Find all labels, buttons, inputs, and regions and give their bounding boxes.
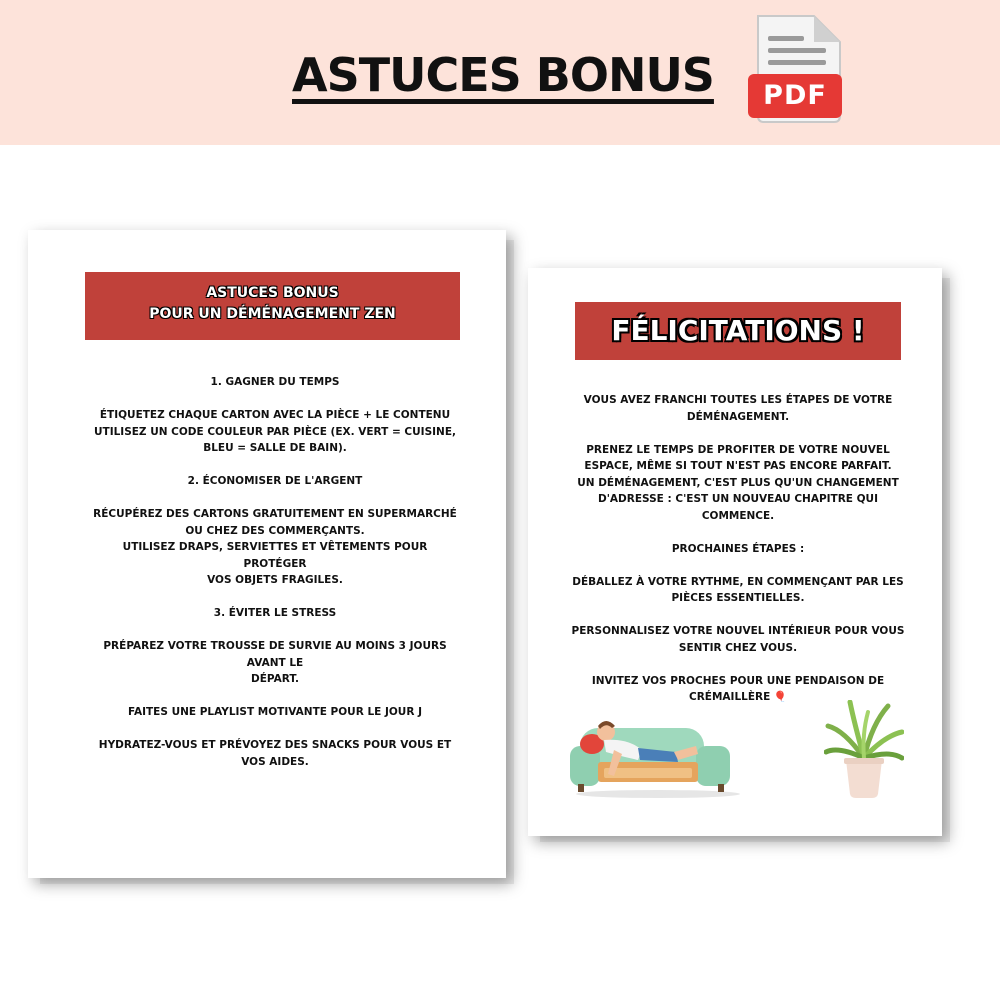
person-on-sofa-illustration xyxy=(568,698,743,798)
paragraph xyxy=(90,506,460,589)
banner-line: POUR UN DÉMÉNAGEMENT ZEN xyxy=(149,306,396,322)
section-heading xyxy=(90,473,460,490)
text-line: CRÉMAILLÈRE 🎈 xyxy=(689,691,787,703)
paragraph xyxy=(570,623,906,656)
text-line: PERSONNALISEZ VOTRE NOUVEL INTÉRIEUR POUR VOUS xyxy=(571,625,905,637)
left-page-body xyxy=(90,374,460,787)
section-heading xyxy=(570,541,906,558)
paragraph xyxy=(90,407,460,457)
banner-line: ASTUCES BONUS xyxy=(206,285,339,301)
right-page xyxy=(528,268,942,836)
text-line: DÉBALLEZ À VOTRE RYTHME, EN COMMENÇANT PAR LES xyxy=(572,575,904,588)
potted-plant-illustration xyxy=(824,700,904,800)
text-line: DÉPART. xyxy=(251,673,299,685)
paragraph xyxy=(570,574,906,607)
right-page-banner: FÉLICITATIONS ! xyxy=(575,302,901,360)
page-title: ASTUCES BONUS xyxy=(292,48,714,102)
pdf-badge-label: PDF xyxy=(763,80,827,111)
paragraph xyxy=(90,704,460,721)
text-line: OU CHEZ DES COMMERÇANTS. xyxy=(185,524,365,537)
text-line: ESPACE, MÊME SI TOUT N'EST PAS ENCORE PARFAIT. xyxy=(584,460,892,472)
section-heading xyxy=(90,374,460,391)
text-line: PIÈCES ESSENTIELLES. xyxy=(671,592,805,604)
text-line: D'ADRESSE : C'EST UN NOUVEAU CHAPITRE QUI xyxy=(598,493,878,505)
paragraph xyxy=(90,638,460,688)
text-line: COMMENCE. xyxy=(701,509,775,522)
text-line: RÉCUPÉREZ DES CARTONS GRATUITEMENT EN SUPERMARCHÉ xyxy=(93,508,457,520)
text-line: 2. ÉCONOMISER DE L'ARGENT xyxy=(187,475,363,487)
text-line: PRÉPAREZ VOTRE TROUSSE DE SURVIE AU MOINS 3 JOURS xyxy=(103,640,447,652)
text-line: DÉMÉNAGEMENT. xyxy=(686,410,790,423)
text-line: UTILISEZ DRAPS, SERVIETTES ET VÊTEMENTS POUR PROTÉGER xyxy=(122,541,428,570)
text-line: 1. GAGNER DU TEMPS xyxy=(210,376,340,388)
text-line: VOS OBJETS FRAGILES. xyxy=(207,574,343,586)
left-page-banner xyxy=(85,272,460,340)
text-line: 3. ÉVITER LE STRESS xyxy=(213,607,337,619)
section-heading xyxy=(90,605,460,622)
text-line: AVANT LE xyxy=(246,656,304,669)
paragraph xyxy=(570,392,906,425)
paragraph xyxy=(90,737,460,770)
text-line: UTILISEZ UN CODE COULEUR PAR PIÈCE (EX. VERT = CUISINE, xyxy=(94,425,456,438)
text-line: UN DÉMÉNAGEMENT, C'EST PLUS QU'UN CHANGEMENT xyxy=(577,476,899,489)
right-page-body xyxy=(570,392,906,722)
pdf-file-icon xyxy=(748,12,846,124)
text-line: FAITES UNE PLAYLIST MOTIVANTE POUR LE JOUR J xyxy=(128,706,422,718)
text-line: ÉTIQUETEZ CHAQUE CARTON AVEC LA PIÈCE + LE CONTENU xyxy=(99,409,451,421)
text-line: HYDRATEZ-VOUS ET PRÉVOYEZ DES SNACKS POUR VOUS ET xyxy=(98,739,452,751)
text-line: INVITEZ VOS PROCHES POUR UNE PENDAISON DE xyxy=(591,674,885,687)
text-line: VOS AIDES. xyxy=(241,755,309,768)
paragraph xyxy=(570,442,906,525)
left-page xyxy=(28,230,506,878)
text-line: PROCHAINES ÉTAPES : xyxy=(671,542,805,555)
text-line: PRENEZ LE TEMPS DE PROFITER DE VOTRE NOUVEL xyxy=(586,443,890,456)
text-line: BLEU = SALLE DE BAIN). xyxy=(203,442,347,454)
text-line: SENTIR CHEZ VOUS. xyxy=(678,641,798,654)
text-line: VOUS AVEZ FRANCHI TOUTES LES ÉTAPES DE VOTRE xyxy=(583,394,893,406)
